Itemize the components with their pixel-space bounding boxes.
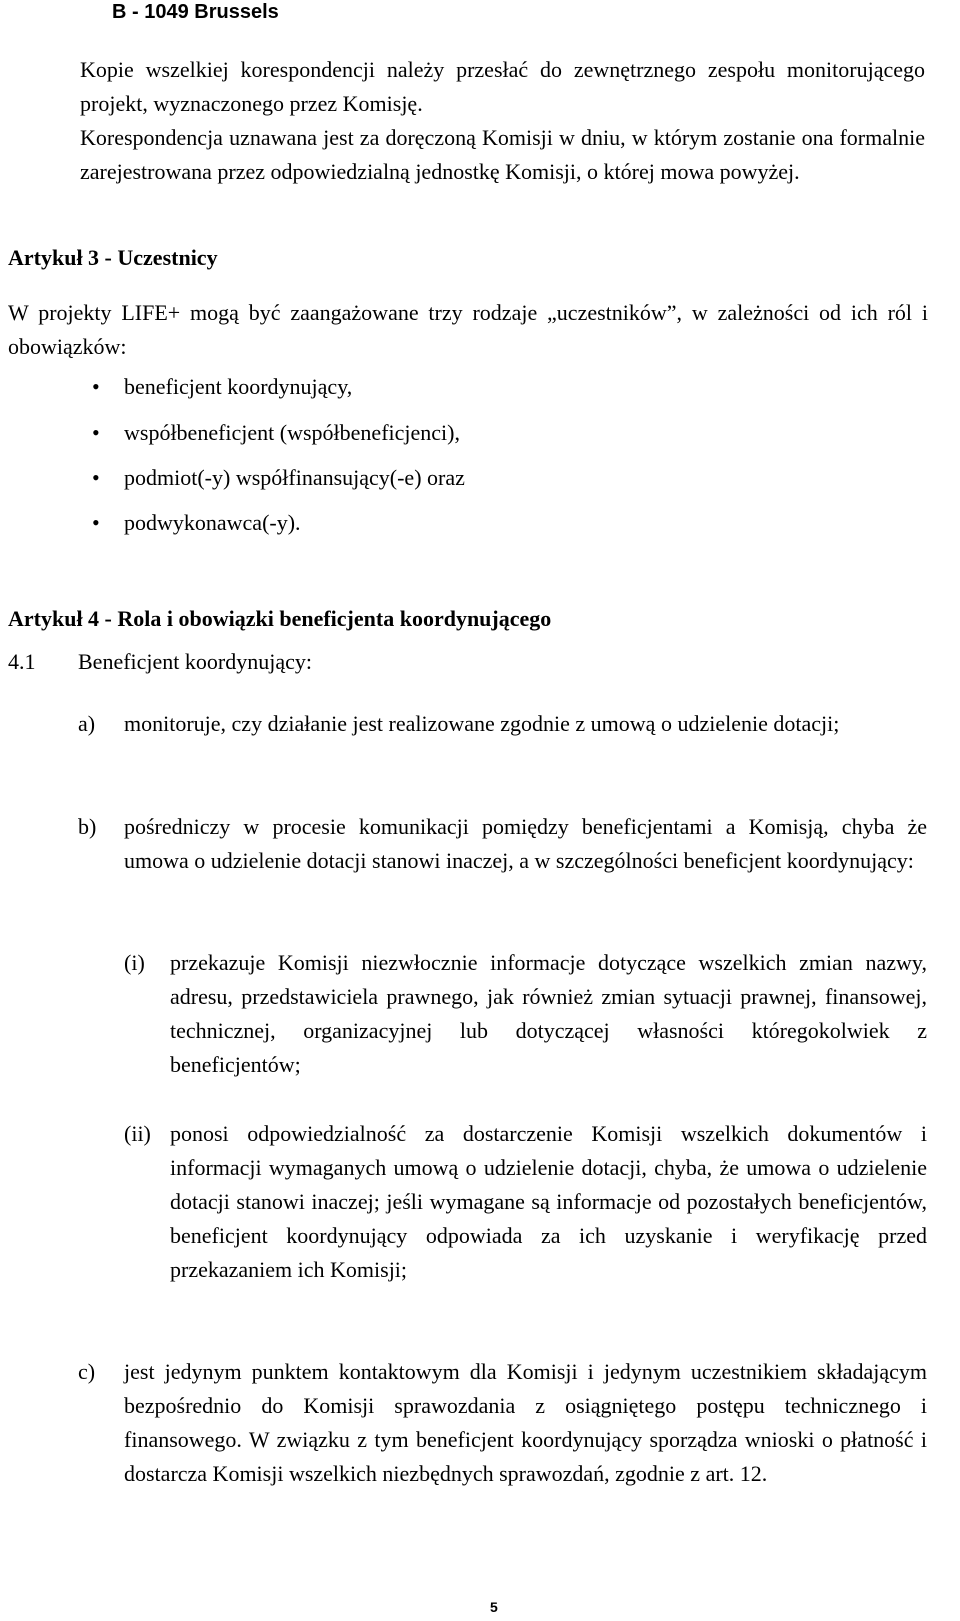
section-number: 4.1 xyxy=(8,649,36,674)
participant-label: podmiot(-y) współfinansujący(-e) oraz xyxy=(124,465,465,490)
item-label-b: b) xyxy=(78,814,97,839)
item-label-c: c) xyxy=(78,1359,96,1384)
intro-paragraph-copies: Kopie wszelkiej korespondencji należy przesłać do zewnętrznego zespołu monitorującego projekt, wyznaczonego przez Komisję. xyxy=(80,57,925,116)
item-text-a: monitoruje, czy działanie jest realizowane zgodnie z umową o udzielenie dotacji; xyxy=(124,711,840,736)
subitem-text-ii: ponosi odpowiedzialność za dostarczenie Komisji wszelkich dokumentów i informacji wymaganych umową o udzielenie dotacji, chyba, że umowa o udzielenie dotacji stanowi inaczej; jeśli wymagane są informacje od pozostałych beneficjentów, beneficjent koordynujący odpowiada za ich uzyskanie i weryfikację przed przekazaniem ich Komisji; xyxy=(170,1121,927,1282)
article-4-heading: Artykuł 4 - Rola i obowiązki beneficjenta koordynującego xyxy=(8,606,552,631)
item-label-a: a) xyxy=(78,711,96,736)
bullet-icon: • xyxy=(92,465,100,490)
subitem-label-ii: (ii) xyxy=(124,1121,151,1146)
section-label: Beneficjent koordynujący: xyxy=(78,649,312,674)
subitem-text-i: przekazuje Komisji niezwłocznie informacje dotyczące wszelkich zmian nazwy, adresu, przedstawiciela prawnego, jak również zmian sytuacji prawnej, finansowej, technicznej, organizacyjnej lub dotyczącej własności któregokolwiek z beneficjentów; xyxy=(170,950,927,1077)
participant-label: podwykonawca(-y). xyxy=(124,510,301,535)
subitem-label-i: (i) xyxy=(124,950,145,975)
article-3-heading: Artykuł 3 - Uczestnicy xyxy=(8,245,218,270)
participant-label: współbeneficjent (współbeneficjenci), xyxy=(124,420,460,445)
bullet-icon: • xyxy=(92,374,100,399)
bullet-icon: • xyxy=(92,510,100,535)
bullet-icon: • xyxy=(92,420,100,445)
item-text-c: jest jedynym punktem kontaktowym dla Komisji i jedynym uczestnikiem składającym bezpośrednio do Komisji sprawozdania z osiągniętego postępu technicznego i finansowego. W związku z tym beneficjent koordynujący sporządza wnioski o płatność i dostarcza Komisji wszelkich niezbędnych sprawozdań, zgodnie z art. 12. xyxy=(124,1359,927,1486)
participant-label: beneficjent koordynujący, xyxy=(124,374,353,399)
page-header-address: B - 1049 Brussels xyxy=(112,1,279,23)
item-text-b: pośredniczy w procesie komunikacji pomiędzy beneficjentami a Komisją, chyba że umowa o udzielenie dotacji stanowi inaczej, a w szczególności beneficjent koordynujący: xyxy=(124,814,927,873)
article-3-intro-text: W projekty LIFE+ mogą być zaangażowane trzy rodzaje „uczestników”, w zależności od ich ról i obowiązków: xyxy=(8,300,928,359)
page-number: 5 xyxy=(490,1599,498,1615)
intro-paragraph-correspondence: Korespondencja uznawana jest za doręczoną Komisji w dniu, w którym zostanie ona formalnie zarejestrowana przez odpowiedzialną jednostkę Komisji, o której mowa powyżej. xyxy=(80,125,925,184)
